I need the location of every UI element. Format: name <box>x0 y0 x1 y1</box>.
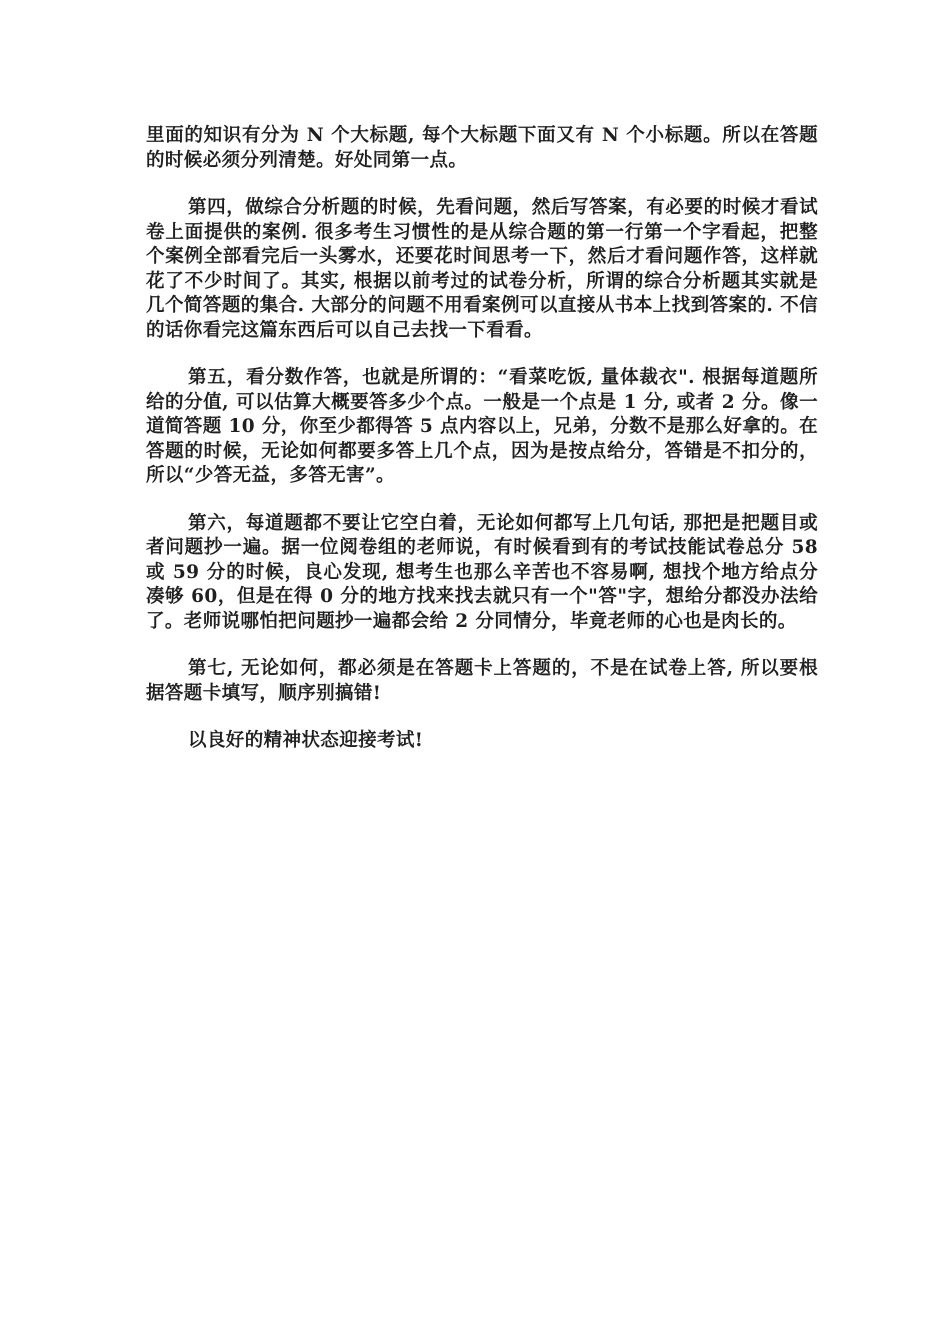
paragraph-sixth-tip: 第六，每道题都不要让它空白着，无论如何都写上几句话, 那把是把题目或者问题抄一遍。据一位阅卷组的老师说，有时候看到有的考试技能试卷总分 58 或 59 分的时候，良心发现, 想考生也那么辛苦也不容易啊, 想找个地方给点分凑够 60，但是在得 0 分的地方找来找去就只有一个"答"字，想给分都没办法给了。老师说哪怕把问题抄一遍都会给 2 分同情分，毕竟老师的心也是肉长的。 <box>146 512 818 632</box>
document-body <box>146 124 818 777</box>
paragraph-fourth-tip: 第四，做综合分析题的时候，先看问题，然后写答案，有必要的时候才看试卷上面提供的案例. 很多考生习惯性的是从综合题的第一行第一个字看起，把整个案例全部看完后一头雾水，还要花时间思考一下，然后才看问题作答，这样就花了不少时间了。其实, 根据以前考过的试卷分析，所谓的综合分析题其实就是几个简答题的集合. 大部分的问题不用看案例可以直接从书本上找到答案的. 不信的话你看完这篇东西后可以自己去找一下看看。 <box>146 197 818 341</box>
paragraph-seventh-tip: 第七, 无论如何，都必须是在答题卡上答题的，不是在试卷上答, 所以要根据答题卡填写，顺序别搞错! <box>146 658 818 704</box>
paragraph-continuation: 里面的知识有分为 N 个大标题, 每个大标题下面又有 N 个小标题。所以在答题的时候必须分列清楚。好处同第一点。 <box>146 125 818 171</box>
paragraph-fifth-tip: 第五，看分数作答，也就是所谓的：“看菜吃饭, 量体裁衣". 根据每道题所给的分值, 可以估算大概要答多少个点。一般是一个点是 1 分, 或者 2 分。像一道简答题 10 分，你至少都得答 5 点内容以上，兄弟，分数不是那么好拿的。在答题的时候，无论如何都要多答上几个点，因为是按点给分，答错是不扣分的，所以“少答无益，多答无害”。 <box>146 367 818 486</box>
paragraph-closing: 以良好的精神状态迎接考试! <box>188 730 424 751</box>
